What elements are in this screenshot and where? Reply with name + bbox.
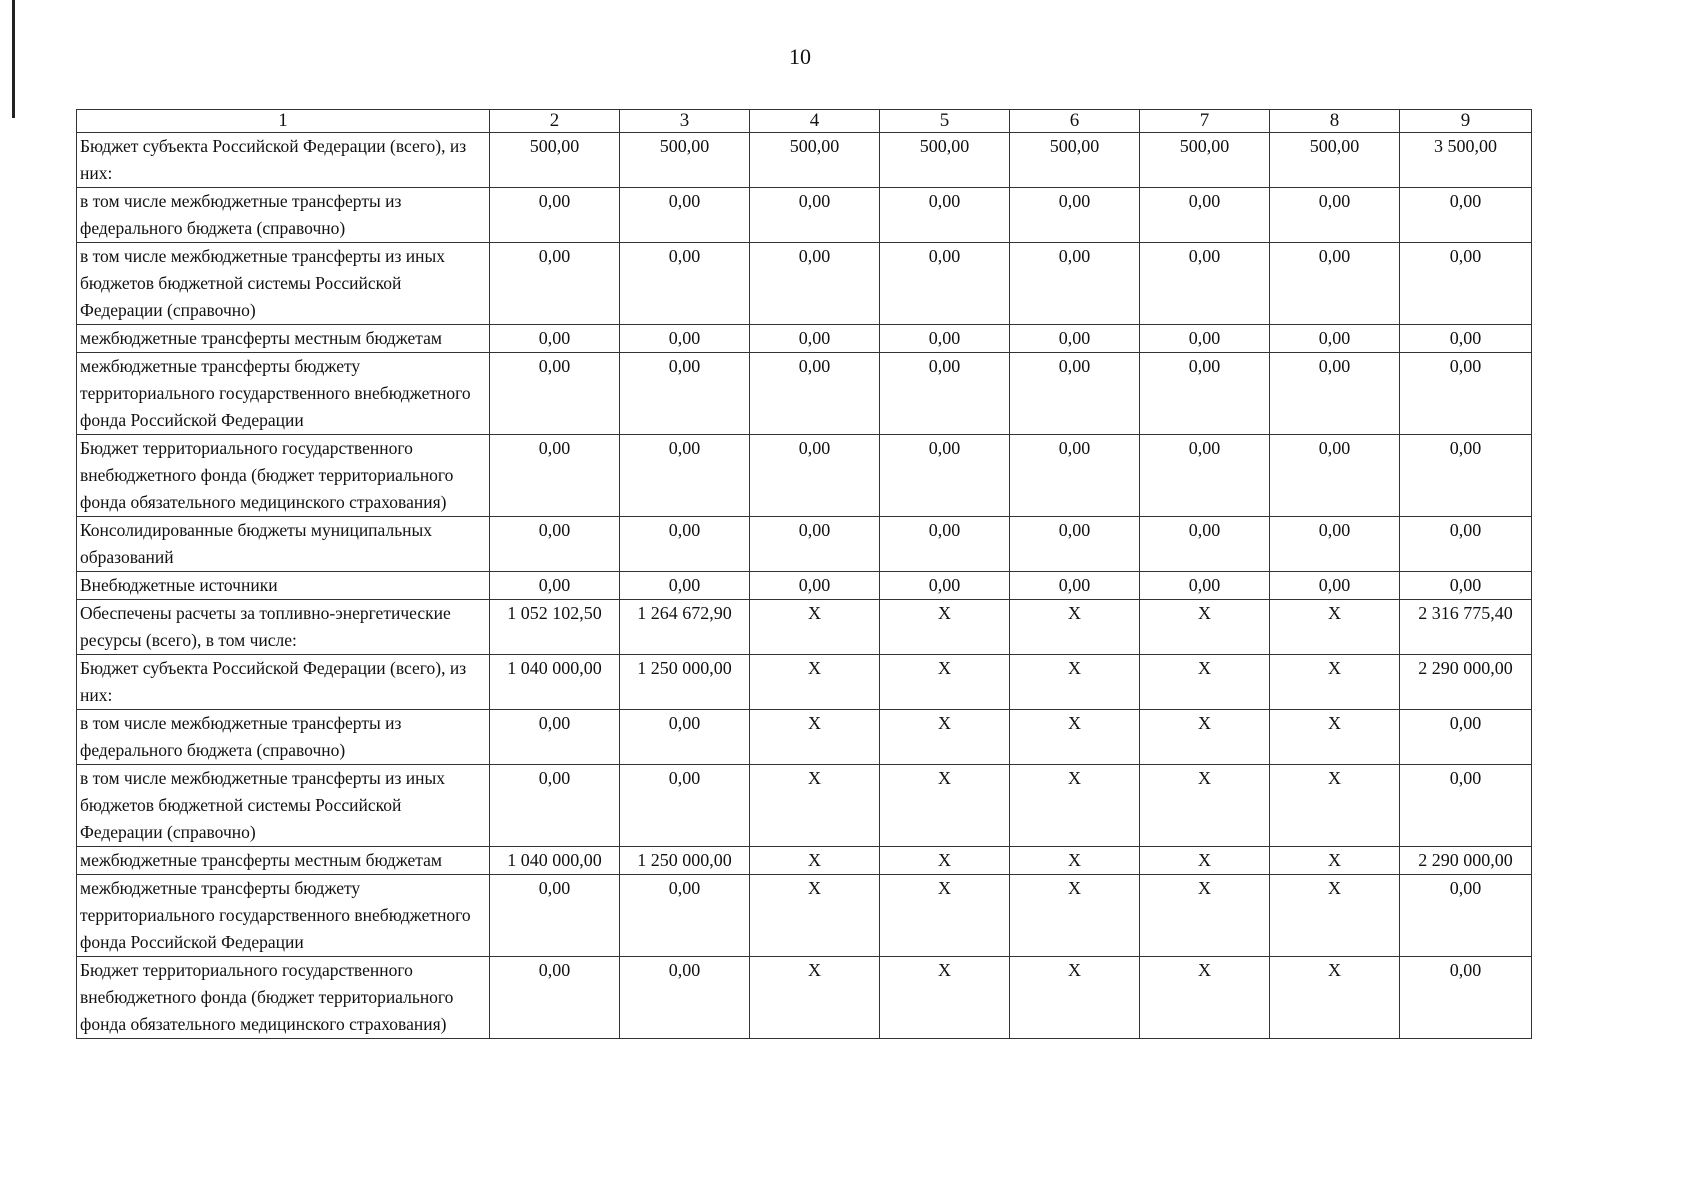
table-cell-col-6: 0,00 <box>1010 353 1140 435</box>
table-cell-col-5: 0,00 <box>880 517 1010 572</box>
table-cell-col-4: 0,00 <box>750 435 880 517</box>
row-label: Консолидированные бюджеты муниципальных образований <box>77 517 490 572</box>
table-row <box>77 325 1532 353</box>
table-row <box>77 353 1532 435</box>
table-cell-col-7: X <box>1140 847 1270 875</box>
table-cell-col-7: 0,00 <box>1140 325 1270 353</box>
row-label: межбюджетные трансферты бюджету территориального государственного внебюджетного фонда Российской Федерации <box>77 353 490 435</box>
table-cell-col-8: X <box>1270 710 1400 765</box>
table-cell-col-7: 500,00 <box>1140 133 1270 188</box>
table-cell-col-3: 0,00 <box>620 710 750 765</box>
table-cell-col-8: 0,00 <box>1270 353 1400 435</box>
table-cell-col-4: X <box>750 655 880 710</box>
table-cell-col-8: 0,00 <box>1270 243 1400 325</box>
row-label: Бюджет субъекта Российской Федерации (всего), из них: <box>77 655 490 710</box>
table-cell-col-2: 0,00 <box>490 325 620 353</box>
table-cell-col-2: 0,00 <box>490 243 620 325</box>
column-header-9: 9 <box>1400 110 1532 133</box>
table-cell-col-8: 500,00 <box>1270 133 1400 188</box>
row-label: Обеспечены расчеты за топливно-энергетические ресурсы (всего), в том числе: <box>77 600 490 655</box>
table-row <box>77 435 1532 517</box>
table-cell-col-4: X <box>750 765 880 847</box>
table-cell-col-3: 500,00 <box>620 133 750 188</box>
table-cell-col-9: 0,00 <box>1400 765 1532 847</box>
table-cell-col-7: X <box>1140 875 1270 957</box>
table-cell-col-9: 2 290 000,00 <box>1400 847 1532 875</box>
table-cell-col-5: 0,00 <box>880 243 1010 325</box>
table-cell-col-7: X <box>1140 765 1270 847</box>
table-cell-col-9: 0,00 <box>1400 572 1532 600</box>
column-header-8: 8 <box>1270 110 1400 133</box>
table-cell-col-5: 0,00 <box>880 325 1010 353</box>
table-cell-col-8: 0,00 <box>1270 435 1400 517</box>
table-cell-col-9: 0,00 <box>1400 875 1532 957</box>
table-header <box>77 110 1532 133</box>
table-cell-col-2: 0,00 <box>490 875 620 957</box>
table-cell-col-3: 1 264 672,90 <box>620 600 750 655</box>
table-cell-col-7: 0,00 <box>1140 243 1270 325</box>
table-cell-col-4: 0,00 <box>750 325 880 353</box>
table-cell-col-9: 0,00 <box>1400 243 1532 325</box>
table-cell-col-5: 0,00 <box>880 572 1010 600</box>
row-label: Внебюджетные источники <box>77 572 490 600</box>
table-cell-col-6: 0,00 <box>1010 517 1140 572</box>
table-cell-col-7: 0,00 <box>1140 353 1270 435</box>
table-cell-col-6: 0,00 <box>1010 435 1140 517</box>
table-cell-col-7: 0,00 <box>1140 188 1270 243</box>
row-label: межбюджетные трансферты бюджету территориального государственного внебюджетного фонда Российской Федерации <box>77 875 490 957</box>
table-cell-col-3: 0,00 <box>620 517 750 572</box>
table-cell-col-2: 500,00 <box>490 133 620 188</box>
table-row <box>77 765 1532 847</box>
table-cell-col-6: 0,00 <box>1010 325 1140 353</box>
table-cell-col-3: 0,00 <box>620 353 750 435</box>
table-cell-col-8: 0,00 <box>1270 325 1400 353</box>
table-cell-col-3: 0,00 <box>620 188 750 243</box>
table-row <box>77 517 1532 572</box>
table-cell-col-8: X <box>1270 957 1400 1039</box>
table-cell-col-3: 0,00 <box>620 875 750 957</box>
table-cell-col-5: 0,00 <box>880 188 1010 243</box>
table-cell-col-8: X <box>1270 765 1400 847</box>
table-cell-col-6: X <box>1010 847 1140 875</box>
table-cell-col-9: 0,00 <box>1400 957 1532 1039</box>
table-cell-col-8: X <box>1270 847 1400 875</box>
table-cell-col-7: 0,00 <box>1140 435 1270 517</box>
table-row <box>77 875 1532 957</box>
table-cell-col-2: 1 040 000,00 <box>490 655 620 710</box>
table-cell-col-9: 0,00 <box>1400 517 1532 572</box>
table-cell-col-5: X <box>880 957 1010 1039</box>
table-cell-col-6: 0,00 <box>1010 188 1140 243</box>
table-cell-col-6: X <box>1010 600 1140 655</box>
table-cell-col-2: 0,00 <box>490 765 620 847</box>
table-row <box>77 600 1532 655</box>
table-cell-col-4: X <box>750 957 880 1039</box>
column-header-5: 5 <box>880 110 1010 133</box>
table-cell-col-9: 3 500,00 <box>1400 133 1532 188</box>
table-cell-col-2: 0,00 <box>490 353 620 435</box>
table-cell-col-3: 0,00 <box>620 325 750 353</box>
table-cell-col-5: 500,00 <box>880 133 1010 188</box>
table-cell-col-4: X <box>750 875 880 957</box>
header-row <box>77 110 1532 133</box>
table-cell-col-7: X <box>1140 655 1270 710</box>
table-cell-col-7: 0,00 <box>1140 517 1270 572</box>
table-cell-col-2: 0,00 <box>490 517 620 572</box>
table-cell-col-5: X <box>880 710 1010 765</box>
table-cell-col-4: 0,00 <box>750 188 880 243</box>
row-label: Бюджет территориального государственного внебюджетного фонда (бюджет территориального фонда обязательного медицинского страхования) <box>77 957 490 1039</box>
table-row <box>77 957 1532 1039</box>
table-cell-col-7: X <box>1140 957 1270 1039</box>
table-cell-col-6: X <box>1010 710 1140 765</box>
column-header-2: 2 <box>490 110 620 133</box>
table-row <box>77 572 1532 600</box>
table-cell-col-5: X <box>880 847 1010 875</box>
table-cell-col-6: X <box>1010 765 1140 847</box>
table-cell-col-6: 500,00 <box>1010 133 1140 188</box>
table-cell-col-2: 0,00 <box>490 435 620 517</box>
row-label: в том числе межбюджетные трансферты из иных бюджетов бюджетной системы Российской Федерации (справочно) <box>77 243 490 325</box>
column-header-1: 1 <box>77 110 490 133</box>
column-header-3: 3 <box>620 110 750 133</box>
table-cell-col-5: 0,00 <box>880 435 1010 517</box>
page-number: 10 <box>789 44 811 69</box>
table-cell-col-2: 1 052 102,50 <box>490 600 620 655</box>
table-cell-col-8: 0,00 <box>1270 572 1400 600</box>
table-cell-col-4: X <box>750 710 880 765</box>
row-label: в том числе межбюджетные трансферты из федерального бюджета (справочно) <box>77 710 490 765</box>
table-row <box>77 710 1532 765</box>
table-cell-col-3: 0,00 <box>620 243 750 325</box>
table-cell-col-3: 0,00 <box>620 435 750 517</box>
table-cell-col-9: 0,00 <box>1400 353 1532 435</box>
column-header-4: 4 <box>750 110 880 133</box>
table-cell-col-5: X <box>880 875 1010 957</box>
table-cell-col-5: X <box>880 600 1010 655</box>
table-cell-col-6: X <box>1010 655 1140 710</box>
table-cell-col-4: 500,00 <box>750 133 880 188</box>
table-row <box>77 847 1532 875</box>
table-row <box>77 655 1532 710</box>
table-cell-col-5: 0,00 <box>880 353 1010 435</box>
table-cell-col-2: 0,00 <box>490 188 620 243</box>
table-cell-col-8: X <box>1270 875 1400 957</box>
table-row <box>77 188 1532 243</box>
table-cell-col-9: 0,00 <box>1400 325 1532 353</box>
table-cell-col-5: X <box>880 765 1010 847</box>
table-cell-col-8: X <box>1270 600 1400 655</box>
table-cell-col-4: 0,00 <box>750 353 880 435</box>
table-cell-col-4: X <box>750 600 880 655</box>
table-cell-col-8: 0,00 <box>1270 188 1400 243</box>
table-cell-col-2: 0,00 <box>490 572 620 600</box>
row-label: в том числе межбюджетные трансферты из федерального бюджета (справочно) <box>77 188 490 243</box>
table-cell-col-7: 0,00 <box>1140 572 1270 600</box>
table-cell-col-8: 0,00 <box>1270 517 1400 572</box>
table-cell-col-7: X <box>1140 600 1270 655</box>
table-cell-col-3: 0,00 <box>620 572 750 600</box>
budget-table <box>76 109 1532 1039</box>
table-cell-col-2: 0,00 <box>490 957 620 1039</box>
table-cell-col-6: 0,00 <box>1010 572 1140 600</box>
row-label: Бюджет субъекта Российской Федерации (всего), из них: <box>77 133 490 188</box>
table-cell-col-3: 0,00 <box>620 765 750 847</box>
table-body <box>77 133 1532 1039</box>
table-cell-col-4: X <box>750 847 880 875</box>
table-cell-col-4: 0,00 <box>750 243 880 325</box>
table-cell-col-6: 0,00 <box>1010 243 1140 325</box>
row-label: в том числе межбюджетные трансферты из иных бюджетов бюджетной системы Российской Федерации (справочно) <box>77 765 490 847</box>
table-cell-col-6: X <box>1010 957 1140 1039</box>
table-cell-col-9: 0,00 <box>1400 188 1532 243</box>
table-cell-col-4: 0,00 <box>750 517 880 572</box>
table-cell-col-9: 0,00 <box>1400 435 1532 517</box>
table-cell-col-9: 2 316 775,40 <box>1400 600 1532 655</box>
table-cell-col-3: 0,00 <box>620 957 750 1039</box>
table-cell-col-3: 1 250 000,00 <box>620 655 750 710</box>
table-cell-col-7: X <box>1140 710 1270 765</box>
row-label: межбюджетные трансферты местным бюджетам <box>77 847 490 875</box>
table-cell-col-2: 1 040 000,00 <box>490 847 620 875</box>
table-cell-col-2: 0,00 <box>490 710 620 765</box>
table-cell-col-5: X <box>880 655 1010 710</box>
table-row <box>77 243 1532 325</box>
table-cell-col-6: X <box>1010 875 1140 957</box>
row-label: межбюджетные трансферты местным бюджетам <box>77 325 490 353</box>
table-cell-col-9: 0,00 <box>1400 710 1532 765</box>
table-cell-col-4: 0,00 <box>750 572 880 600</box>
table-cell-col-9: 2 290 000,00 <box>1400 655 1532 710</box>
table-cell-col-3: 1 250 000,00 <box>620 847 750 875</box>
table-cell-col-8: X <box>1270 655 1400 710</box>
row-label: Бюджет территориального государственного внебюджетного фонда (бюджет территориального фонда обязательного медицинского страхования) <box>77 435 490 517</box>
column-header-6: 6 <box>1010 110 1140 133</box>
column-header-7: 7 <box>1140 110 1270 133</box>
table-row <box>77 133 1532 188</box>
